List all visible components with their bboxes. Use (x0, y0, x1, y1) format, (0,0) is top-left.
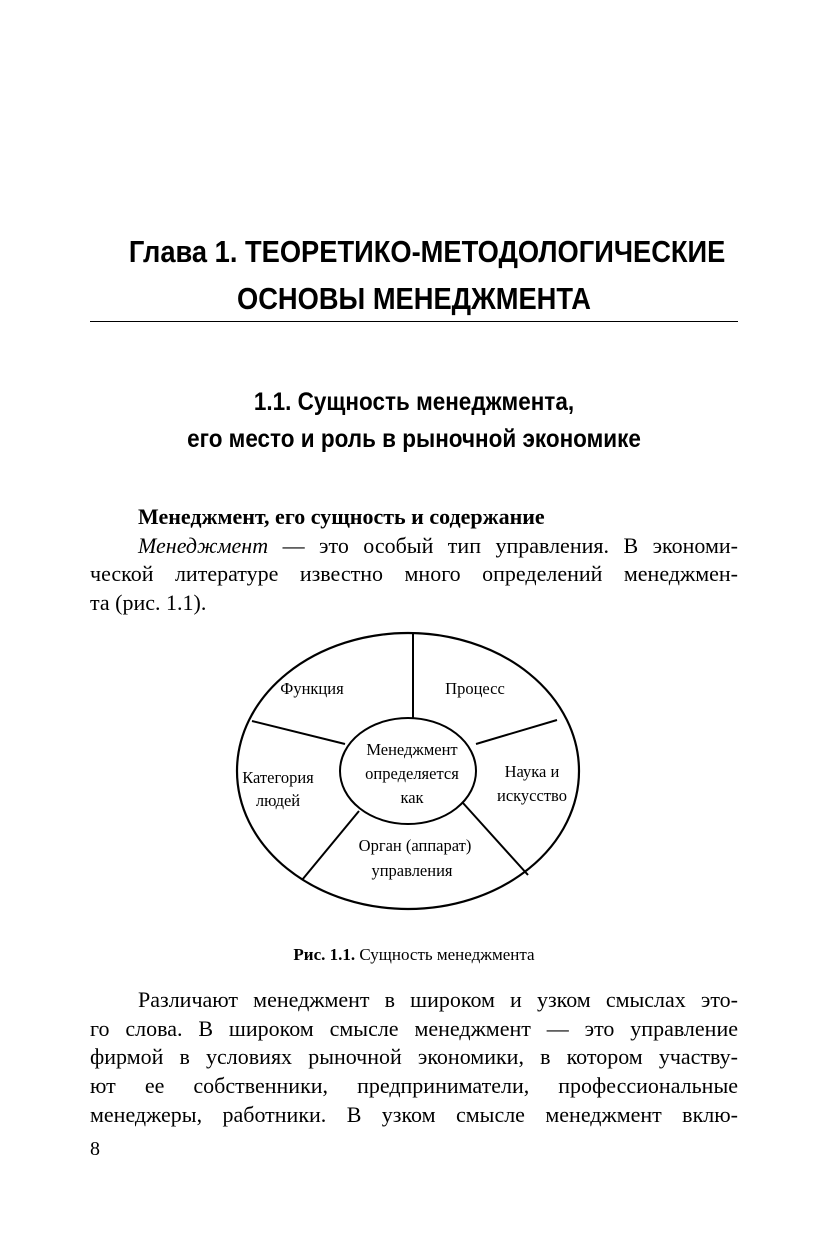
subheading: Менеджмент, его сущность и содержание (138, 504, 545, 529)
body-line-5: менеджеры, работники. В узком смысле менеджмент вклю- (90, 1101, 738, 1127)
divider-bottom-right (463, 803, 528, 875)
divider-left (252, 721, 345, 744)
body-line-1: Различают менеджмент в широком и узком смыслах это- (138, 987, 738, 1012)
center-label-line-1: Менеджмент (366, 740, 458, 759)
chapter-title (128, 228, 726, 322)
chapter-title-line-1: Глава 1. ТЕОРЕТИКО-МЕТОДОЛОГИЧЕСКИЕ (128, 234, 726, 269)
management-diagram (232, 628, 584, 914)
body-paragraph (90, 986, 738, 1130)
segment-science-line-2: искусство (497, 786, 567, 805)
chapter-title-line-2: ОСНОВЫ МЕНЕДЖМЕНТА (236, 281, 592, 316)
section-title (122, 384, 705, 458)
caption-label: Рис. 1.1. (293, 945, 356, 964)
segment-organ-line-2: управления (371, 861, 453, 880)
section-title-line-2: его место и роль в рыночной экономике (187, 425, 641, 453)
intro-line-2: ческой литературе известно много определений менеджмен- (90, 561, 738, 587)
center-label-line-2: определяется (365, 764, 459, 783)
body-line-4: ют ее собственники, предприниматели, профессиональные (90, 1073, 738, 1099)
figure-caption (90, 944, 738, 966)
term-management: Менеджмент (138, 532, 269, 558)
intro-line-1 (90, 532, 738, 561)
segment-organ-line-1: Орган (аппарат) (358, 836, 472, 855)
divider-bottom-left (302, 811, 359, 880)
intro-line-1-rest: — это особый тип управления. В экономи- (268, 532, 738, 558)
center-label-line-3: как (400, 788, 424, 807)
segment-category-line-1: Категория (242, 768, 314, 787)
intro-paragraph (90, 503, 738, 618)
divider-right (476, 720, 557, 744)
page-number: 8 (90, 1138, 100, 1160)
section-title-line-1: 1.1. Сущность менеджмента, (253, 388, 575, 416)
caption-text: Сущность менеджмента (355, 945, 535, 964)
body-line-3: фирмой в условиях рыночной экономики, в котором участву- (90, 1044, 738, 1070)
title-divider (90, 321, 738, 322)
segment-function: Функция (280, 679, 344, 698)
body-line-2: го слова. В широком смысле менеджмент — это управление (90, 1015, 738, 1041)
segment-process: Процесс (445, 679, 505, 698)
intro-line-3: та (рис. 1.1). (90, 590, 207, 616)
segment-science-line-1: Наука и (504, 762, 560, 781)
segment-category-line-2: людей (255, 791, 301, 810)
